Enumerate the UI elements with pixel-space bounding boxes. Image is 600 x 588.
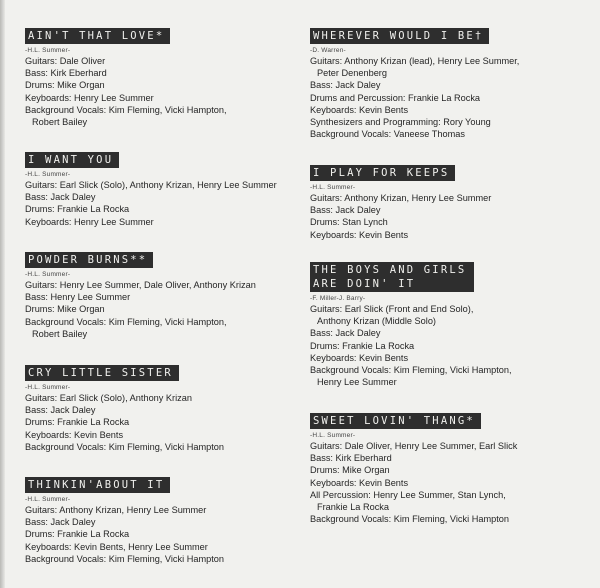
track-wherever-would-i-be: [310, 26, 519, 140]
credit-line: Background Vocals: Vaneese Thomas: [310, 129, 465, 140]
credit-line: Bass: Kirk Eberhard: [310, 453, 392, 464]
track-writer: -H.L. Summer-: [310, 184, 356, 191]
track-i-play-for-keeps: [310, 163, 491, 241]
credit-line: Background Vocals: Kim Fleming, Vicki Hampton: [25, 553, 224, 564]
track-powder-burns: [25, 250, 256, 340]
credit-line: Drums: Mike Organ: [25, 304, 105, 315]
credit-continuation: Robert Bailey: [32, 328, 88, 339]
credit-line: Drums: Mike Organ: [25, 80, 105, 91]
credit-line: Background Vocals: Kim Fleming, Vicki Hampton,: [25, 316, 227, 327]
track-writer: -H.L. Summer-: [310, 432, 356, 439]
credit-line: Bass: Jack Daley: [25, 405, 96, 416]
track-writer: -H.L. Summer-: [25, 496, 71, 503]
credit-line: Keyboards: Kevin Bents: [310, 229, 409, 240]
credit-line: Drums and Percussion: Frankie La Rocka: [310, 92, 481, 103]
credit-line: Bass: Kirk Eberhard: [25, 68, 107, 79]
credit-line: Drums: Frankie La Rocka: [25, 529, 130, 540]
track-writer: -H.L. Summer-: [25, 384, 71, 391]
credit-line: Guitars: Dale Oliver, Henry Lee Summer, Earl Slick: [310, 441, 518, 451]
credit-line: Keyboards: Kevin Bents: [310, 352, 409, 363]
track-writer: -H.L. Summer-: [25, 47, 71, 54]
track-title: SWEET LOVIN' THANG*: [310, 413, 481, 429]
credit-line: Keyboards: Kevin Bents: [310, 104, 409, 115]
track-title: CRY LITTLE SISTER: [25, 365, 179, 381]
credit-line: Guitars: Henry Lee Summer, Dale Oliver, Anthony Krizan: [25, 280, 256, 290]
credit-line: Drums: Stan Lynch: [310, 217, 388, 228]
credit-continuation: Frankie La Rocka: [317, 502, 390, 513]
track-title: POWDER BURNS**: [25, 252, 153, 268]
track-thinkin-about-it: [25, 475, 224, 565]
track-sweet-lovin-thang: [310, 411, 517, 525]
credit-line: Keyboards: Kevin Bents: [310, 477, 409, 488]
credit-line: Bass: Henry Lee Summer: [25, 292, 131, 303]
credit-line: Bass: Jack Daley: [310, 328, 381, 339]
track-title: AIN'T THAT LOVE*: [25, 28, 170, 44]
credit-line: Drums: Mike Organ: [310, 465, 390, 476]
credit-line: Background Vocals: Kim Fleming, Vicki Hampton: [25, 441, 224, 452]
credit-line: Bass: Jack Daley: [25, 517, 96, 528]
credit-line: Guitars: Earl Slick (Solo), Anthony Krizan: [25, 393, 192, 403]
credit-line: Drums: Frankie La Rocka: [25, 417, 130, 428]
track-i-want-you: [25, 150, 277, 228]
credit-line: Guitars: Anthony Krizan, Henry Lee Summer: [25, 505, 207, 515]
track-writer: -D. Warren-: [310, 47, 346, 54]
page-edge-shadow: [0, 0, 5, 588]
track-title: WHEREVER WOULD I BE†: [310, 28, 489, 44]
credit-line: Guitars: Anthony Krizan (lead), Henry Lee Summer,: [310, 56, 520, 66]
track-writer: -F. Miller-J. Barry-: [310, 295, 366, 302]
credit-line: Drums: Frankie La Rocka: [310, 340, 415, 351]
track-title: I PLAY FOR KEEPS: [310, 165, 455, 181]
credit-line: Bass: Jack Daley: [25, 192, 96, 203]
credit-line: Drums: Frankie La Rocka: [25, 204, 130, 215]
credit-line: Keyboards: Henry Lee Summer: [25, 92, 154, 103]
track-writer: -H.L. Summer-: [25, 171, 71, 178]
track-title: THE BOYS AND GIRLS ARE DOIN' IT: [310, 262, 474, 292]
credit-line: Bass: Jack Daley: [310, 80, 381, 91]
credit-line: Background Vocals: Kim Fleming, Vicki Hampton,: [25, 104, 227, 115]
credit-line: Guitars: Earl Slick (Solo), Anthony Krizan, Henry Lee Summer: [25, 180, 277, 190]
credit-line: Keyboards: Kevin Bents: [25, 429, 124, 440]
track-writer: -H.L. Summer-: [25, 271, 71, 278]
credit-line: Background Vocals: Kim Fleming, Vicki Hampton: [310, 514, 509, 525]
credit-line: Synthesizers and Programming: Rory Young: [310, 117, 491, 128]
credit-line: Keyboards: Henry Lee Summer: [25, 216, 154, 227]
track-aint-that-love: [25, 26, 227, 128]
track-title: THINKIN'ABOUT IT: [25, 477, 170, 493]
credit-continuation: Robert Bailey: [32, 117, 88, 128]
track-cry-little-sister: [25, 363, 224, 453]
credit-line: Bass: Jack Daley: [310, 205, 381, 216]
credit-line: Guitars: Dale Oliver: [25, 56, 106, 66]
credit-continuation: Henry Lee Summer: [317, 377, 397, 388]
track-boys-and-girls: [310, 262, 512, 388]
credit-continuation: Peter Denenberg: [317, 68, 387, 79]
credit-line: All Percussion: Henry Lee Summer, Stan Lynch,: [310, 489, 506, 500]
credit-line: Background Vocals: Kim Fleming, Vicki Hampton,: [310, 365, 512, 376]
credit-continuation: Anthony Krizan (Middle Solo): [317, 316, 436, 327]
credit-line: Keyboards: Kevin Bents, Henry Lee Summer: [25, 541, 208, 552]
credit-line: Guitars: Earl Slick (Front and End Solo),: [310, 304, 474, 314]
credit-line: Guitars: Anthony Krizan, Henry Lee Summer: [310, 193, 492, 203]
track-title: I WANT YOU: [25, 152, 119, 168]
